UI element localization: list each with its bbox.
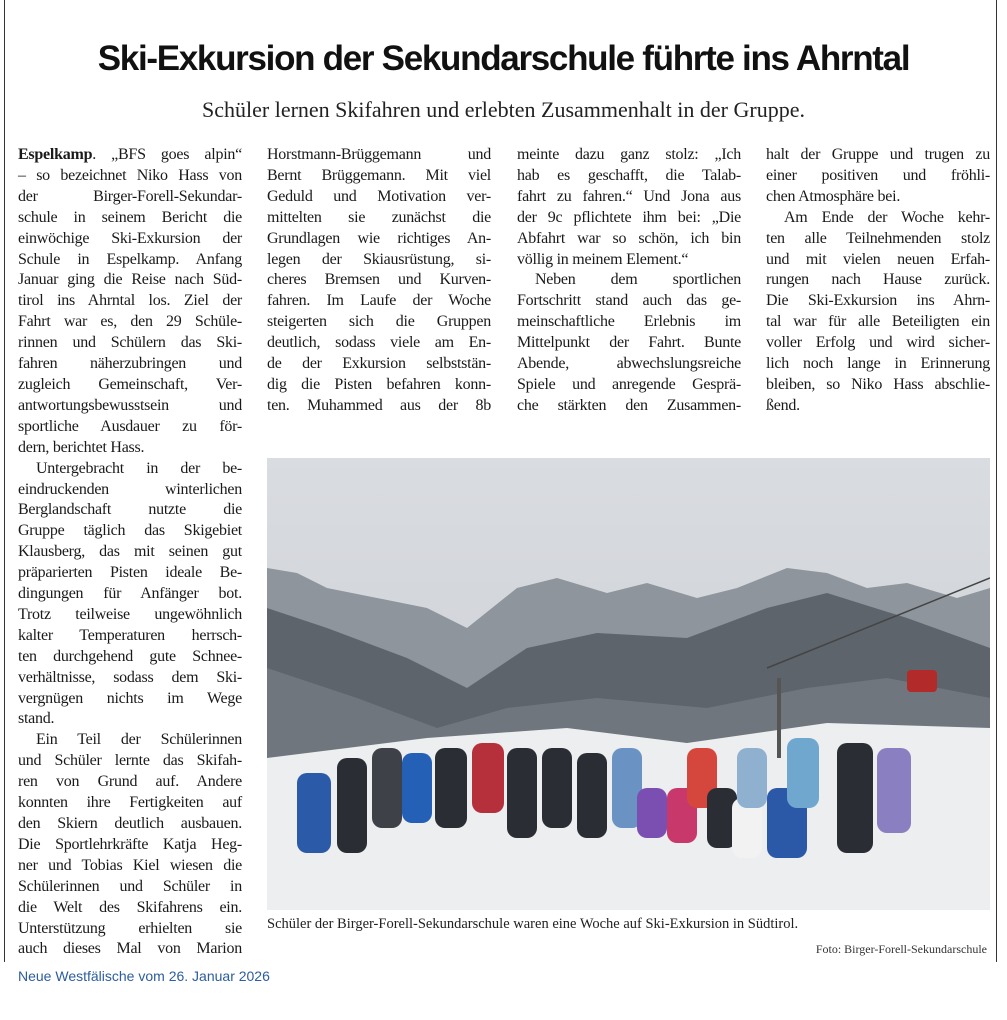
text-line: konnten ihre Fertigkeiten auf <box>18 794 242 812</box>
text-line: lich noch lange in Erinnerung <box>766 355 990 373</box>
text-line: Januar ging die Reise nach Süd- <box>18 271 242 289</box>
text-line: der Birger-Forell-Sekundar- <box>18 187 242 205</box>
text-line: tal war für alle Beteiligten ein <box>766 313 990 331</box>
text-line: ten durchgehend gute Schnee- <box>18 647 242 665</box>
text-line: – so bezeichnet Niko Hass von <box>18 166 242 184</box>
ski-group-photo-image <box>267 458 990 910</box>
text-line: de der Exkursion selbststän- <box>267 355 491 373</box>
source-footer: Neue Westfälische vom 26. Januar 2026 <box>18 968 270 984</box>
text-line: tirol ins Ahrntal los. Ziel der <box>18 292 242 310</box>
text-line: ten. Muhammed aus der 8b <box>267 396 491 414</box>
text-line: völlig in meinem Element.“ <box>517 250 689 268</box>
text-line: voller Erfolg und wird sicher- <box>766 334 990 352</box>
text-line: cheres Bremsen und Kurven- <box>267 271 491 289</box>
text-line: halt der Gruppe und trugen zu <box>766 146 990 163</box>
text-line: ren von Grund auf. Andere <box>18 773 242 791</box>
text-line: Neben dem sportlichen <box>535 271 741 289</box>
text-line: fahren. Im Laufe der Woche <box>267 292 491 310</box>
text-line: Geduld und Motivation ver- <box>267 187 491 205</box>
text-line: rinnen und Schülern das Ski- <box>18 334 242 352</box>
text-line: zugleich Gemeinschaft, Ver- <box>18 375 242 393</box>
text-line: chen Atmosphäre bei. <box>766 187 901 205</box>
text-line: dern, berichtet Hass. <box>18 438 145 456</box>
text-line: den Skiern deutlich ausbauen. <box>18 815 242 832</box>
text-line: eindruckenden winterlichen <box>18 480 242 498</box>
text-line: antwortungsbewusstsein und <box>18 396 242 414</box>
text-line: der 9c pflichtete ihm bei: „Die <box>517 208 741 226</box>
group-photo <box>267 458 990 910</box>
text-line: bleiben, so Niko Hass abschlie- <box>766 375 990 393</box>
text-line: Fahrt war es, den 29 Schüle- <box>18 313 242 331</box>
text-line: Klausberg, das mit seinen gut <box>18 543 242 561</box>
article-column-1 <box>18 145 242 960</box>
text-line: Gruppe täglich das Skigebiet <box>18 522 242 540</box>
text-line: ner und Tobias Kiel wiesen die <box>18 856 242 874</box>
text-line: mittelten sie zunächst die <box>267 208 491 226</box>
article-column-3 <box>517 145 741 417</box>
text-line: stand. <box>18 710 55 728</box>
text-line: präparierten Pisten ideale Be- <box>18 564 242 582</box>
photo-credit: Foto: Birger-Forell-Sekundarschule <box>815 942 987 956</box>
text-line: Die Sportlehrkräfte Katja Heg- <box>18 835 242 853</box>
dateline: Espelkamp <box>18 146 93 163</box>
text-line: kalter Temperaturen herrsch- <box>18 626 242 644</box>
text-line: ten alle Teilnehmenden stolz <box>766 229 990 247</box>
text-line: Untergebracht in der be- <box>36 459 242 477</box>
text-line: hab es geschafft, die Talab- <box>517 166 741 184</box>
subtitle: Schüler lernen Skifahren und erlebten Zusammenhalt in der Gruppe. <box>202 97 805 122</box>
text-line: legen der Skiausrüstung, si- <box>267 250 491 268</box>
text-line: einer positiven und fröhli- <box>766 166 990 184</box>
text-line: auch dieses Mal von Marion <box>18 940 242 958</box>
text-line: Horstmann-Brüggemann und <box>267 146 491 163</box>
text-line: Abende, abwechslungsreiche <box>517 355 741 373</box>
text-line: meinschaftliche Erlebnis im <box>517 313 741 331</box>
text-line: sportliche Ausdauer zu för- <box>18 417 242 435</box>
text-line: schule in seinem Bericht die <box>18 208 242 226</box>
text-line: fahren näherzubringen und <box>18 355 242 373</box>
text-line: dig die Pisten befahren konn- <box>267 375 491 393</box>
text-line: rungen nach Hause zurück. <box>766 271 990 289</box>
text-line: Bernt Brüggemann. Mit viel <box>267 166 491 184</box>
text-line: Berglandschaft nutzte die <box>18 501 242 519</box>
article-column-4 <box>766 145 990 417</box>
text-line: einwöchige Ski-Exkursion der <box>18 229 242 247</box>
text-line: Mittelpunkt der Fahrt. Bunte <box>517 334 741 352</box>
text-line: und Schüler lernte das Skifah- <box>18 752 242 770</box>
text-line: Schülerinnen und Schüler in <box>18 877 242 895</box>
lead-text: . „BFS goes alpin“ <box>92 146 242 163</box>
lead-line <box>18 145 242 166</box>
photo-caption: Schüler der Birger-Forell-Sekundarschule waren eine Woche auf Ski-Exkursion in Südtirol. <box>267 916 799 932</box>
headline: Ski-Exkursion der Sekundarschule führte ins Ahrntal <box>97 39 910 78</box>
text-line: verhältnisse, sodass dem Ski- <box>18 668 242 686</box>
text-line: dingungen für Anfänger bot. <box>18 585 242 603</box>
text-line: che stärkten den Zusammen- <box>517 396 741 414</box>
text-line: Ein Teil der Schülerinnen <box>36 731 242 749</box>
text-line: Trotz teilweise ungewöhnlich <box>18 605 242 623</box>
text-line: steigerten sich die Gruppen <box>267 313 491 331</box>
text-line: Am Ende der Woche kehr- <box>784 208 990 226</box>
text-line: Unterstützung erhielten sie <box>18 919 242 937</box>
text-line: Grundlagen wie richtiges An- <box>267 229 491 247</box>
text-line: und mit vielen neuen Erfah- <box>766 250 990 268</box>
article-column-2 <box>267 145 491 417</box>
text-line: Abfahrt war so schön, ich bin <box>517 229 741 247</box>
text-line: Spiele und anregende Gesprä- <box>517 375 741 393</box>
text-line: deutlich, sodass viele am En- <box>267 334 491 352</box>
text-line: Die Ski-Exkursion ins Ahrn- <box>766 292 990 310</box>
text-line: Fortschritt stand auch das ge- <box>517 292 741 310</box>
text-line: fahrt zu fahren.“ Und Jona aus <box>517 187 741 205</box>
text-line: die Welt des Skifahrens ein. <box>18 898 242 916</box>
text-line: vergnügen nichts im Wege <box>18 689 242 707</box>
text-line: Schule in Espelkamp. Anfang <box>18 250 242 268</box>
text-line: ßend. <box>766 396 800 414</box>
text-line: meinte dazu ganz stolz: „Ich <box>517 146 741 163</box>
